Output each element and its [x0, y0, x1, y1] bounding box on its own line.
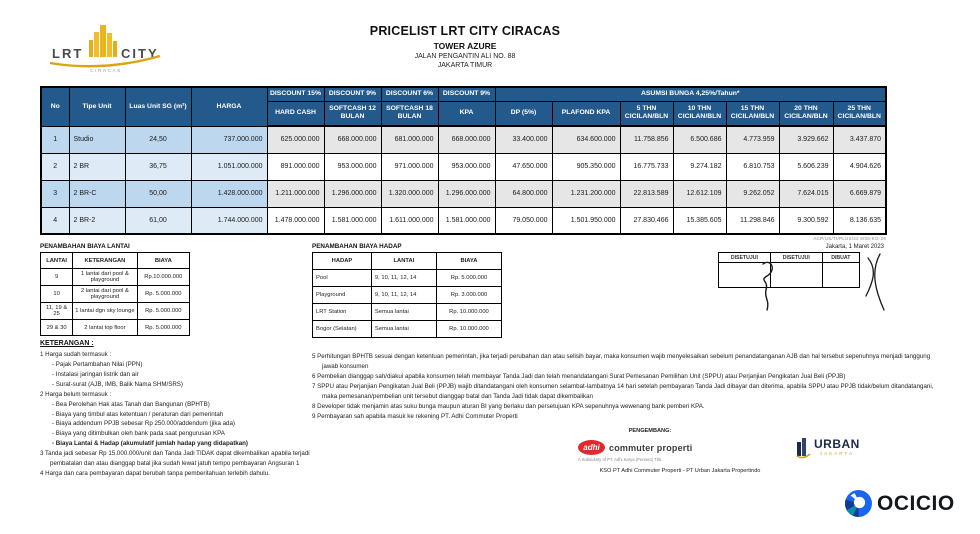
cell-softcash-18: 1.611.000.000 — [381, 207, 438, 234]
floor-keterangan: 1 lantai dgn sky lounge — [73, 303, 137, 320]
kso-line: KSO PT Adhi Commuter Properti - PT Urban Jakarta Propertindo — [599, 468, 761, 474]
col-header-hard-cash: HARD CASH — [267, 101, 324, 126]
cell-plafond: 1.501.950.000 — [552, 207, 620, 234]
keterangan-section — [40, 340, 316, 479]
floor-lantai: 10 — [41, 286, 73, 303]
ocicio-icon — [845, 490, 872, 517]
cell-cicilan-25: 4.904.626 — [833, 153, 886, 180]
note-line: - Biaya Lantai & Hadap (akumulatif jumlah hadap yang didapatkan) — [52, 440, 248, 448]
cell-softcash-12: 953.000.000 — [324, 153, 381, 180]
address-line-1: JALAN PENGANTIN ALI NO. 88 — [414, 53, 516, 60]
col-header-cicilan-15thn: 15 THN CICILAN/BLN — [726, 101, 779, 126]
cell-cicilan-20: 5.606.239 — [779, 153, 833, 180]
note-line: - Pajak Pertambahan Nilai (PPN) — [52, 360, 143, 368]
cell-dp: 47.650.000 — [495, 153, 552, 180]
cell-harga: 1.428.000.000 — [191, 180, 267, 207]
facing-surcharge-title: PENAMBAHAN BIAYA HADAP — [312, 243, 402, 250]
cell-cicilan-5: 16.775.733 — [620, 153, 673, 180]
cell-kpa: 953.000.000 — [438, 153, 495, 180]
facing-biaya: Rp. 3.000.000 — [436, 287, 501, 304]
cell-softcash-18: 971.000.000 — [381, 153, 438, 180]
cell-softcash-18: 681.000.000 — [381, 126, 438, 153]
floor-surcharge-table — [40, 252, 190, 336]
note-line: - Bea Perolehan Hak atas Tanah dan Bangunan (BPHTB) — [52, 400, 210, 408]
cell-plafond: 905.350.000 — [552, 153, 620, 180]
approval-col-disetujui-1: DISETUJUI — [719, 253, 771, 263]
pengembang-label: PENGEMBANG: — [628, 428, 672, 434]
cell-tipe-unit: 2 BR-2 — [69, 207, 125, 234]
cell-dp: 79.050.000 — [495, 207, 552, 234]
col-header-no: No — [41, 87, 69, 126]
facing-lantai: 9, 10, 11, 12, 14 — [371, 270, 436, 287]
floor-keterangan: 2 lantai dari pool & playground — [73, 286, 137, 303]
col-header-harga: HARGA — [191, 87, 267, 126]
facing-biaya: Rp. 10.000.000 — [436, 304, 501, 321]
col-header-asumsi-bunga: ASUMSI BUNGA 4,25%/Tahun* — [495, 87, 886, 101]
floor-col-biaya: BIAYA — [137, 253, 189, 269]
cell-cicilan-25: 8.136.635 — [833, 207, 886, 234]
facing-col-lantai: LANTAI — [371, 253, 436, 270]
floor-biaya: Rp. 5.000.000 — [137, 320, 189, 336]
document-ref-code: ACP/US/TI/PLUS/23 8/05-KG-26 — [813, 236, 886, 241]
cell-cicilan-25: 3.437.870 — [833, 126, 886, 153]
col-header-cicilan-25thn: 25 THN CICILAN/BLN — [833, 101, 886, 126]
floor-biaya: Rp. 5.000.000 — [137, 286, 189, 303]
signature-mark — [749, 260, 785, 318]
col-header-softcash-12: SOFTCASH 12 BULAN — [324, 101, 381, 126]
cell-softcash-12: 1.581.000.000 — [324, 207, 381, 234]
approval-col-disetujui-2: DISETUJUI — [770, 253, 822, 263]
signature-mark-2 — [862, 252, 888, 318]
table-row-studio — [41, 126, 886, 153]
svg-text:LRT: LRT — [52, 46, 84, 61]
cell-cicilan-10: 9.274.182 — [673, 153, 726, 180]
cell-hard-cash: 1.478.000.000 — [267, 207, 324, 234]
floor-keterangan: 1 lantai dari pool & playground — [73, 269, 137, 286]
cell-softcash-12: 668.000.000 — [324, 126, 381, 153]
facing-hadap: Pool — [313, 270, 372, 287]
note-line: 7 SPPU atau Perjanjian Pengikatan Jual Beli (PPJB) wajib ditandatangani oleh konsumen selambat-lambatnya 14 hari setelah pembayaran Tanda Jadi dibayar dan diterima, apabila SPPU atau PPJB tidak/belum ditandatangani, maka pemesanan/pembelian unit tersebut dianggap batal dan Tanda Jadi tidak dapat dikembalikan — [312, 382, 934, 400]
facing-lantai: Semua lantai — [371, 321, 436, 338]
floor-keterangan: 2 lantai top floor — [73, 320, 137, 336]
facing-row — [313, 304, 502, 321]
cell-kpa: 668.000.000 — [438, 126, 495, 153]
col-header-kpa: KPA — [438, 101, 495, 126]
cell-cicilan-15: 11.298.846 — [726, 207, 779, 234]
floor-surcharge-title: PENAMBAHAN BIAYA LANTAI — [40, 243, 130, 250]
floor-lantai: 11, 19 & 25 — [41, 303, 73, 320]
note-line: - Instalasi jaringan listrik dan air — [52, 370, 139, 378]
approval-sign-box-3 — [822, 263, 859, 288]
facing-row — [313, 270, 502, 287]
cell-dp: 64.800.000 — [495, 180, 552, 207]
floor-biaya: Rp. 5.000.000 — [137, 303, 189, 320]
cell-cicilan-10: 6.500.686 — [673, 126, 726, 153]
table-row-2br-c — [41, 180, 886, 207]
facing-col-biaya: BIAYA — [436, 253, 501, 270]
cell-tipe-unit: 2 BR-C — [69, 180, 125, 207]
cell-dp: 33.400.000 — [495, 126, 552, 153]
note-line: - Surat-surat (AJB, IMB, Balik Nama SHM/SRS) — [52, 380, 183, 388]
address-line-2: JAKARTA TIMUR — [437, 62, 493, 69]
cell-cicilan-15: 4.773.959 — [726, 126, 779, 153]
cell-cicilan-15: 9.262.052 — [726, 180, 779, 207]
note-line: 8 Developer tidak menjamin atas suku bunga maupun aturan BI yang berlaku dan persetujuan KPA sepenuhnya wewenang bank pemberi KPA. — [312, 402, 705, 410]
cell-luas: 61,00 — [125, 207, 191, 234]
adhi-badge-icon: adhi — [578, 440, 605, 455]
urban-building-icon — [796, 438, 811, 460]
cell-luas: 36,75 — [125, 153, 191, 180]
cell-harga: 1.744.000.000 — [191, 207, 267, 234]
urban-jakarta-logo — [796, 438, 860, 460]
floor-col-keterangan: KETERANGAN — [73, 253, 137, 269]
cell-luas: 50,00 — [125, 180, 191, 207]
col-header-discount-15: DISCOUNT 15% — [267, 87, 324, 101]
floor-lantai: 9 — [41, 269, 73, 286]
cell-plafond: 1.231.200.000 — [552, 180, 620, 207]
floor-biaya: Rp.10.000.000 — [137, 269, 189, 286]
cell-harga: 737.000.000 — [191, 126, 267, 153]
note-line: 5 Perhitungan BPHTB sesuai dengan ketentuan pemerintah, jika terjadi perubahan dan atau selisih bayar, maka konsumen wajib menyelesaikan sebelum penandatanganan AJB dan hal tersebut sepenuhnya menjadi tanggung jawab konsumen — [312, 353, 931, 370]
note-line: 1 Harga sudah termasuk : — [40, 351, 112, 358]
cell-cicilan-20: 9.300.592 — [779, 207, 833, 234]
adhi-commuter-logo — [578, 440, 692, 462]
cell-softcash-12: 1.296.000.000 — [324, 180, 381, 207]
note-line: - Biaya yang timbul atas ketentuan / peraturan dari pemerintah — [52, 410, 224, 418]
facing-col-hadap: HADAP — [313, 253, 372, 270]
col-header-cicilan-10thn: 10 THN CICILAN/BLN — [673, 101, 726, 126]
ocicio-watermark — [845, 490, 955, 517]
cell-no: 1 — [41, 126, 69, 153]
facing-surcharge-table — [312, 252, 502, 338]
cell-tipe-unit: Studio — [69, 126, 125, 153]
cell-cicilan-10: 12.612.109 — [673, 180, 726, 207]
urban-sub: JAKARTA — [819, 451, 855, 456]
col-header-dp: DP (5%) — [495, 101, 552, 126]
cell-kpa: 1.581.000.000 — [438, 207, 495, 234]
cell-tipe-unit: 2 BR — [69, 153, 125, 180]
col-header-cicilan-5thn: 5 THN CICILAN/BLN — [620, 101, 673, 126]
approval-col-dibuat: DIBUAT — [822, 253, 859, 263]
facing-lantai: Semua lantai — [371, 304, 436, 321]
col-header-discount-6: DISCOUNT 6% — [381, 87, 438, 101]
cell-hard-cash: 1.211.000.000 — [267, 180, 324, 207]
cell-cicilan-5: 22.813.589 — [620, 180, 673, 207]
floor-row — [41, 320, 190, 336]
tower-subtitle: TOWER AZURE — [433, 41, 497, 51]
table-row-2br-2 — [41, 207, 886, 234]
note-line: - Biaya addendum PPJB sebesar Rp 250.000/addendum (jika ada) — [52, 420, 235, 428]
cell-softcash-18: 1.320.000.000 — [381, 180, 438, 207]
cell-hard-cash: 625.000.000 — [267, 126, 324, 153]
cell-hard-cash: 891.000.000 — [267, 153, 324, 180]
cell-cicilan-5: 11.758.856 — [620, 126, 673, 153]
floor-lantai: 29 & 30 — [41, 320, 73, 336]
adhi-tagline: A Subsidiary of PT. Adhi Karya (Persero) Tbk. — [578, 457, 663, 462]
col-header-discount-9b: DISCOUNT 9% — [438, 87, 495, 101]
cell-harga: 1.051.000.000 — [191, 153, 267, 180]
svg-text:CITY: CITY — [121, 46, 159, 61]
table-row-2br — [41, 153, 886, 180]
cell-cicilan-15: 6.810.753 — [726, 153, 779, 180]
note-line: 2 Harga belum termasuk : — [40, 390, 112, 398]
pricelist-table — [40, 86, 887, 235]
cell-plafond: 634.600.000 — [552, 126, 620, 153]
note-line: - Biaya yang ditimbulkan oleh bank pada saat pengurusan KPA — [52, 430, 225, 438]
cell-no: 2 — [41, 153, 69, 180]
cell-cicilan-10: 15.385.605 — [673, 207, 726, 234]
cell-kpa: 1.296.000.000 — [438, 180, 495, 207]
note-line: 6 Pembelian dianggap sah/diakui apabila konsumen telah membayar Tanda Jadi dan telah menandatangani Surat Pemesanan Pemilihan Unit (SPPU) atau Perjanjian Pengikatan Jual Beli (PPJB) — [312, 372, 846, 380]
col-header-luas: Luas Unit SG (m²) — [125, 87, 191, 126]
cell-cicilan-20: 3.929.662 — [779, 126, 833, 153]
floor-col-lantai: LANTAI — [41, 253, 73, 269]
document-header — [0, 24, 930, 69]
facing-row — [313, 287, 502, 304]
note-line: 9 Pembayaran sah apabila masuk ke rekening PT. Adhi Commuter Properti — [312, 412, 518, 420]
adhi-name: commuter properti — [609, 442, 693, 453]
col-header-cicilan-20thn: 20 THN CICILAN/BLN — [779, 101, 833, 126]
cell-cicilan-5: 27.830.466 — [620, 207, 673, 234]
facing-biaya: Rp. 10.000.000 — [436, 321, 501, 338]
urban-name: URBAN — [814, 437, 860, 451]
cell-no: 4 — [41, 207, 69, 234]
facing-hadap: Bogor (Selatan) — [313, 321, 372, 338]
col-header-plafond-kpa: PLAFOND KPA — [552, 101, 620, 126]
svg-text:CIRACAS: CIRACAS — [90, 68, 122, 73]
facing-surcharge-section — [312, 243, 502, 338]
cell-cicilan-25: 6.669.879 — [833, 180, 886, 207]
keterangan-heading: KETERANGAN : — [40, 340, 94, 347]
floor-row — [41, 286, 190, 303]
keterangan-section-right — [312, 352, 937, 421]
col-header-tipe-unit: Tipe Unit — [69, 87, 125, 126]
floor-row — [41, 269, 190, 286]
cell-luas: 24,50 — [125, 126, 191, 153]
ocicio-name: OCICIO — [877, 491, 955, 515]
note-line: 3 Tanda jadi sebesar Rp 15.000.000/unit dan Tanda Jadi TIDAK dapat dikembalikan apabila terjadi pembatalan dan atau dianggap batal jika sudah lewat jatuh tempo pembayaran Angsuran 1 — [40, 450, 310, 468]
facing-lantai: 9, 10, 11, 12, 14 — [371, 287, 436, 304]
document-date: Jakarta, 1 Maret 2023 — [825, 244, 884, 250]
cell-cicilan-20: 7.624.015 — [779, 180, 833, 207]
col-header-softcash-18: SOFTCASH 18 BULAN — [381, 101, 438, 126]
cell-no: 3 — [41, 180, 69, 207]
floor-row — [41, 303, 190, 320]
note-line: 4 Harga dan cara pembayaran dapat berubah tanpa pemberitahuan terlebih dahulu. — [40, 470, 270, 478]
floor-surcharge-section — [40, 243, 190, 336]
facing-row — [313, 321, 502, 338]
page-title: PRICELIST LRT CITY CIRACAS — [369, 24, 561, 38]
approval-table — [718, 252, 860, 288]
col-header-discount-9a: DISCOUNT 9% — [324, 87, 381, 101]
facing-hadap: LRT Station — [313, 304, 372, 321]
facing-biaya: Rp. 5.000.000 — [436, 270, 501, 287]
facing-hadap: Playground — [313, 287, 372, 304]
